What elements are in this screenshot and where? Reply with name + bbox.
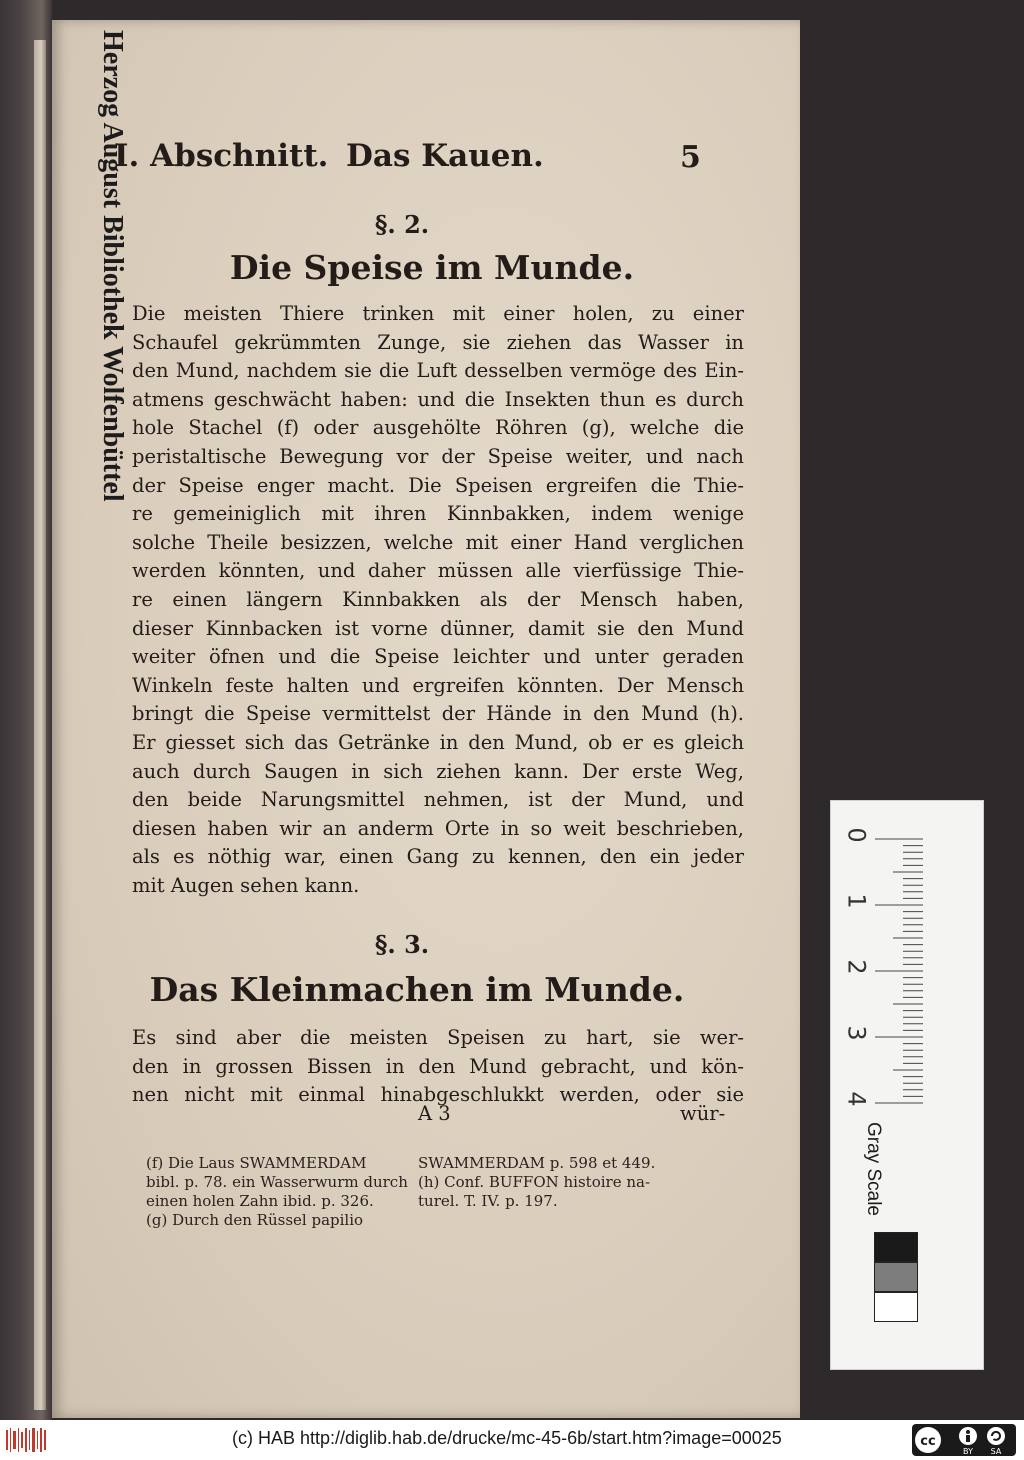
signature-mark: A 3	[418, 1102, 451, 1125]
running-header	[114, 138, 714, 188]
gray-scale-label: Gray Scale	[863, 1122, 884, 1216]
text-line: (h) Conf. BUFFON histoire na-	[418, 1173, 651, 1191]
section-3-body	[132, 1024, 744, 1110]
text-line: hole Stachel (f) oder ausgehölte Röhren (g), welche die	[132, 416, 744, 440]
svg-text:cc: cc	[920, 1434, 936, 1449]
section-2-number: §. 2.	[374, 210, 430, 239]
header-topic: Das Kauen.	[346, 138, 544, 174]
text-line: den in grossen Bissen in den Mund gebracht, und kön-	[132, 1054, 744, 1078]
footnotes-left	[146, 1154, 408, 1230]
catchline	[132, 1102, 744, 1154]
text-line: atmens geschwächt haben: und die Insekten thun es durch	[132, 387, 744, 411]
text-line: der Speise enger macht. Die Speisen ergreifen die Thie-	[132, 473, 744, 497]
text-line: Es sind aber die meisten Speisen zu hart, sie wer-	[132, 1026, 744, 1049]
text-line: Schaufel gekrümmten Zunge, sie ziehen das Wasser in	[132, 330, 744, 354]
text-line: re einen längern Kinnbakken als der Mensch haben,	[132, 587, 744, 611]
text-line: turel. T. IV. p. 197.	[418, 1192, 558, 1210]
gray-swatch	[874, 1232, 918, 1262]
text-line: re gemeiniglich mit ihren Kinnbakken, indem wenige	[132, 502, 744, 526]
text-line: bibl. p. 78. ein Wasserwurm durch	[146, 1173, 408, 1191]
text-line: Die meisten Thiere trinken mit einer holen, zu einer	[132, 302, 744, 325]
institution-name: Herzog August Bibliothek Wolfenbüttel	[97, 30, 128, 502]
text-line: als es nöthig war, einen Gang zu kennen, den ein jeder	[132, 845, 744, 869]
text-line: auch durch Saugen in sich ziehen kann. Der erste Weg,	[132, 759, 744, 783]
text-line: Er giesset sich das Getränke in den Mund, ob er es gleich	[132, 730, 744, 754]
section-2-body	[132, 300, 744, 900]
gray-swatch	[874, 1292, 918, 1322]
ruler-number: 2	[842, 959, 871, 975]
copyright-link[interactable]: (c) HAB http://diglib.hab.de/drucke/mc-45-6b/start.htm?image=00025	[232, 1428, 782, 1448]
previous-page-edge	[34, 40, 46, 1410]
book-page	[52, 20, 800, 1418]
creative-commons-icon[interactable]	[912, 1424, 1016, 1456]
section-3-number: §. 3.	[374, 930, 430, 959]
text-line: peristaltische Bewegung vor der Speise weiter, und nach	[132, 444, 744, 468]
text-line: weiter öfnen und die Speise leichter und unter geraden	[132, 645, 744, 669]
svg-text:SA: SA	[990, 1447, 1002, 1456]
catchword: wür-	[680, 1102, 726, 1125]
text-line: (f) Die Laus SWAMMERDAM	[146, 1154, 367, 1172]
section-2-title: Die Speise im Munde.	[229, 248, 635, 287]
ruler-number: 1	[842, 893, 871, 909]
section-3-title: Das Kleinmachen im Munde.	[149, 970, 685, 1009]
text-line: nen nicht mit einmal hinabgeschlukkt werden, oder sie	[132, 1083, 744, 1107]
text-line: bringt die Speise vermittelst der Hände in den Mund (h).	[132, 702, 744, 726]
gray-swatch	[874, 1262, 918, 1292]
ruler-number: 3	[842, 1025, 871, 1041]
ruler-number: 4	[842, 1091, 871, 1107]
text-line: dieser Kinnbacken ist vorne dünner, damit sie den Mund	[132, 616, 744, 640]
text-line: mit Augen sehen kann.	[132, 873, 360, 897]
ruler-number: 0	[842, 827, 871, 843]
page-number: 5	[680, 140, 701, 175]
text-line: werden könnten, und daher müssen alle vierfüssige Thie-	[132, 559, 744, 583]
svg-text:BY: BY	[963, 1447, 973, 1456]
text-line: Winkeln feste halten und ergreifen könnten. Der Mensch	[132, 673, 744, 697]
text-line: einen holen Zahn ibid. p. 326.	[146, 1192, 374, 1210]
footer-bar	[0, 1420, 1024, 1460]
header-chapter: I. Abschnitt.	[114, 138, 329, 174]
text-line: den beide Narungsmittel nehmen, ist der Mund, und	[132, 788, 744, 812]
barcode-icon	[6, 1428, 46, 1452]
text-line: SWAMMERDAM p. 598 et 449.	[418, 1154, 656, 1172]
footnotes-right	[418, 1154, 655, 1211]
text-line: diesen haben wir an anderm Orte in so weit beschrieben,	[132, 816, 744, 840]
text-line: solche Theile besizzen, welche mit einer Hand verglichen	[132, 530, 744, 554]
text-line: den Mund, nachdem sie die Luft desselben vermöge des Ein-	[132, 359, 744, 383]
text-line: (g) Durch den Rüssel papilio	[146, 1211, 364, 1229]
